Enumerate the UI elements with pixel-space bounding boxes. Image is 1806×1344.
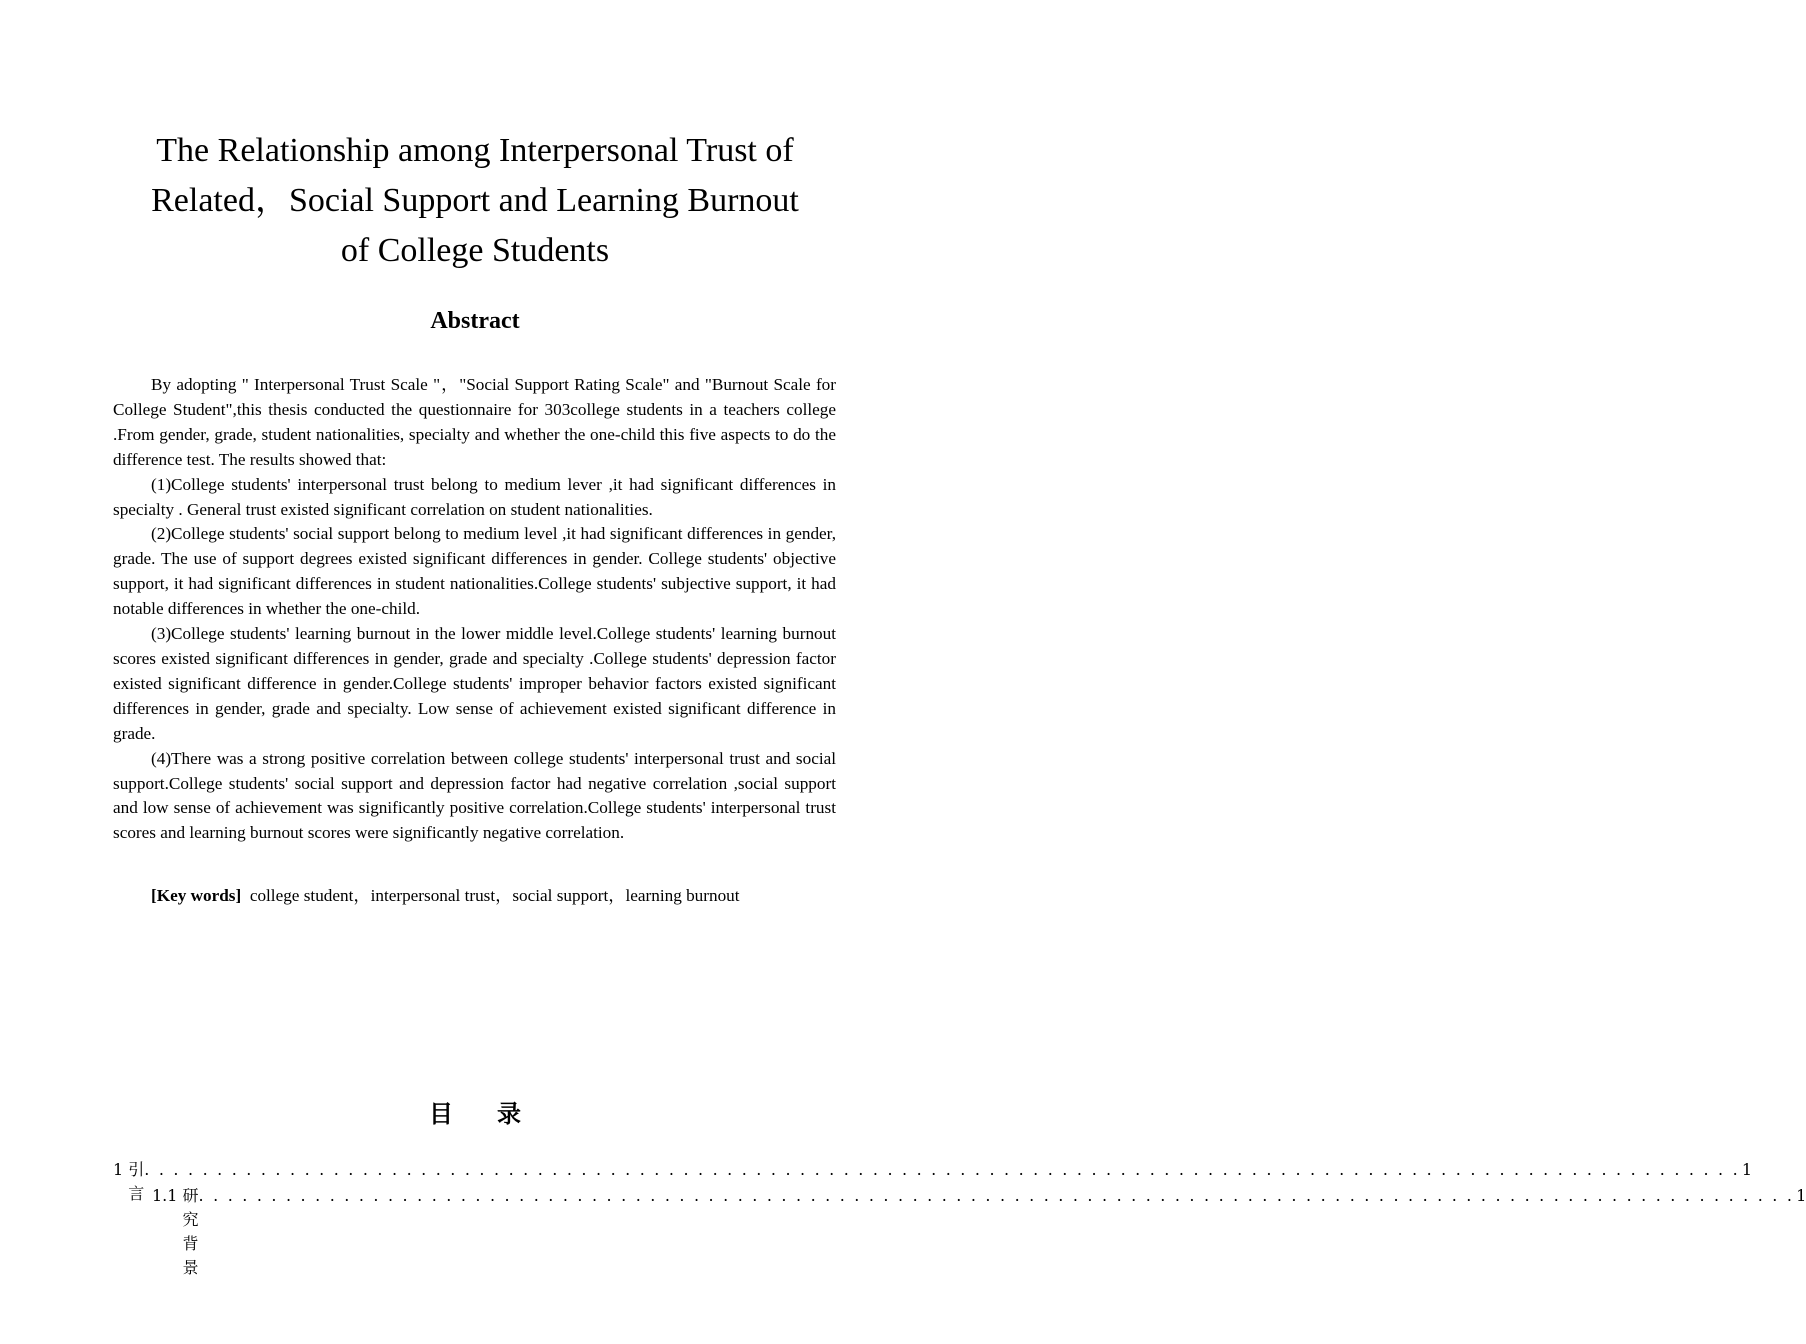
toc-entry-number: 1: [113, 1160, 129, 1179]
toc-entry-number: 1.1: [152, 1186, 183, 1205]
abstract-paragraph: (2)College students' social support belong to medium level ,it had significant differences in gender, grade. The use of support degrees existed significant differences in gender. College students' objective support, it had significant differences in student nationalities.College students' subjective support, it had notable differences in whether the one-child.: [113, 524, 836, 619]
toc-leader-dots: . . . . . . . . . . . . . . . . . . . . . . . . . . . . . . . . . . . . . . . . . . . . . . . . . . . . . . . . . . . . . . . . . . . . . . . . . . . . . . . . . . . . . . . . . . . . . . . . . . . . . . . . . . . . . .: [198, 1186, 1795, 1205]
document-title: [100, 126, 850, 276]
title-line-1: The Relationship among Interpersonal Trust of: [156, 132, 794, 169]
toc-entry-page: 1: [1741, 1160, 1753, 1179]
toc-heading-char: 录: [497, 1100, 521, 1128]
keywords-line: [113, 884, 836, 908]
abstract-paragraph: (1)College students' interpersonal trust belong to medium lever ,it had significant differences in specialty . General trust existed significant correlation on student nationalities.: [113, 474, 836, 519]
abstract-paragraph: (4)There was a strong positive correlation between college students' interpersonal trust and social support.College students' social support and depression factor had negative correlation ,social support and low sense of achievement was significantly positive correlation.College students' interpersonal trust scores and learning burnout scores were significantly negative correlation.: [113, 748, 836, 843]
toc-entry-label: 引言: [128, 1160, 145, 1203]
toc-leader-dots: . . . . . . . . . . . . . . . . . . . . . . . . . . . . . . . . . . . . . . . . . . . . . . . . . . . . . . . . . . . . . . . . . . . . . . . . . . . . . . . . . . . . . . . . . . . . . . . . . . . . . . . . . . . . . .: [144, 1160, 1740, 1179]
toc-entry-page: 1: [1796, 1186, 1806, 1205]
abstract-body: [113, 373, 836, 846]
toc-heading-char: 目: [429, 1100, 453, 1128]
toc-heading: [0, 1094, 950, 1129]
toc-entry-label: 研究背景: [182, 1186, 199, 1277]
toc-entry[interactable]: [152, 1184, 1806, 1280]
abstract-paragraph: By adopting " Interpersonal Trust Scale "，"Social Support Rating Scale" and "Burnout Scale for College Student",this thesis conducted the questionnaire for 303college students in a teachers college .From gender, grade, student nationalities, specialty and whether the one-child this five aspects to do the difference test. The results showed that:: [113, 375, 836, 469]
keywords-text: college student，interpersonal trust，social support，learning burnout: [249, 886, 740, 905]
abstract-paragraph: (3)College students' learning burnout in the lower middle level.College students' learning burnout scores existed significant differences in gender, grade and specialty .College students' depression factor existed significant difference in gender.College students' improper behavior factors existed significant differences in gender, grade and specialty. Low sense of achievement existed significant difference in grade.: [113, 624, 836, 743]
title-line-2: Related，Social Support and Learning Burnout: [151, 182, 799, 219]
keywords-label: [Key words]: [151, 886, 242, 905]
title-line-3: of College Students: [340, 232, 610, 269]
abstract-heading: Abstract: [430, 308, 520, 334]
